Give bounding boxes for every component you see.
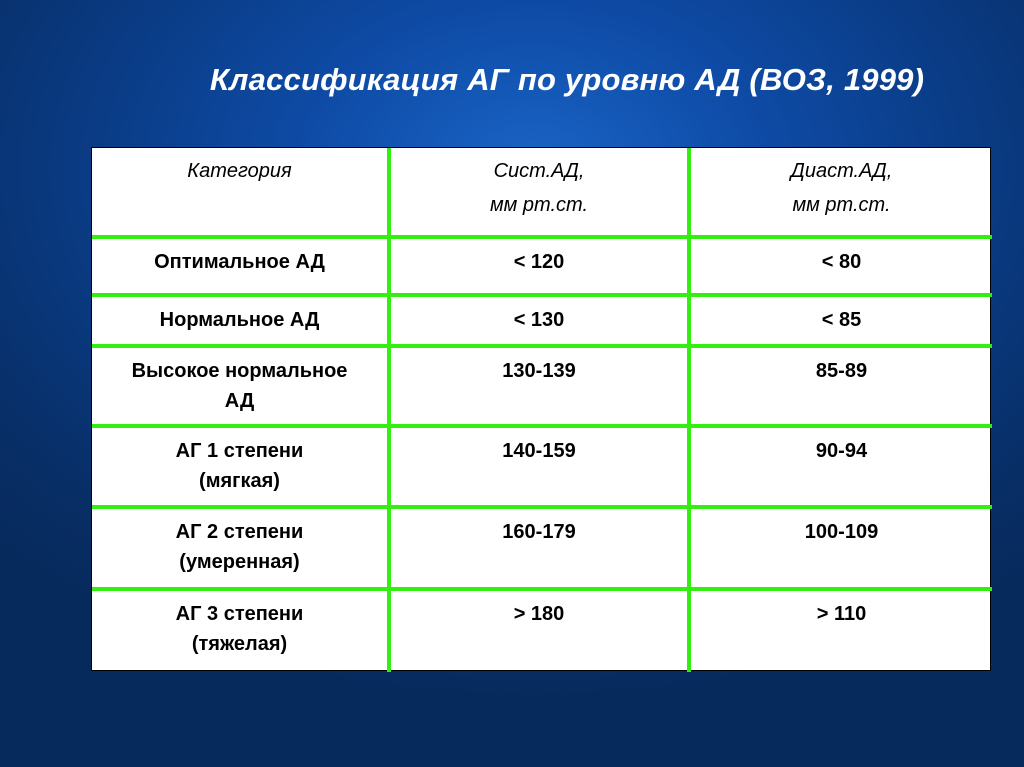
table-header-row (92, 148, 992, 237)
category-cell (92, 426, 389, 507)
category-text-line2: (умеренная) (179, 551, 300, 573)
systolic-cell: 160-179 (389, 507, 689, 589)
category-text-line2: (тяжелая) (191, 633, 288, 655)
systolic-cell: 140-159 (389, 426, 689, 507)
category-cell (92, 346, 389, 426)
slide-title: Классификация АГ по уровню АД (ВОЗ, 1999) (209, 62, 925, 97)
table-row (92, 346, 992, 426)
diastolic-cell: 90-94 (689, 426, 992, 507)
header-systolic-label: Сист.АД, (493, 160, 585, 182)
category-text-line2: (мягкая) (199, 470, 280, 492)
category-text: Высокое нормальное (131, 360, 348, 382)
header-diastolic-label: Диаст.АД, (790, 160, 893, 182)
diastolic-cell: 100-109 (689, 507, 992, 589)
diastolic-cell: < 85 (689, 295, 992, 346)
category-text: Оптимальное АД (154, 251, 325, 273)
header-category-label: Категория (187, 160, 292, 182)
category-text-line2: АД (224, 390, 255, 412)
header-diastolic (689, 148, 992, 237)
header-diastolic-unit: мм рт.ст. (792, 194, 891, 216)
bp-table (92, 148, 992, 672)
systolic-cell: 130-139 (389, 346, 689, 426)
category-text: Нормальное АД (159, 309, 320, 331)
table-row (92, 426, 992, 507)
diastolic-cell: 85-89 (689, 346, 992, 426)
table-row (92, 589, 992, 672)
table-row (92, 507, 992, 589)
category-text: АГ 2 степени (175, 521, 304, 543)
diastolic-cell: > 110 (689, 589, 992, 672)
category-cell (92, 507, 389, 589)
systolic-cell: > 180 (389, 589, 689, 672)
header-systolic (389, 148, 689, 237)
table-row (92, 295, 992, 346)
category-text: АГ 1 степени (175, 440, 304, 462)
category-cell (92, 237, 389, 295)
systolic-cell: < 130 (389, 295, 689, 346)
classification-table (91, 147, 991, 671)
category-cell (92, 589, 389, 672)
diastolic-cell: < 80 (689, 237, 992, 295)
header-category (92, 148, 389, 237)
systolic-cell: < 120 (389, 237, 689, 295)
category-cell (92, 295, 389, 346)
category-text: АГ 3 степени (175, 603, 304, 625)
table-row (92, 237, 992, 295)
header-systolic-unit: мм рт.ст. (489, 194, 589, 216)
